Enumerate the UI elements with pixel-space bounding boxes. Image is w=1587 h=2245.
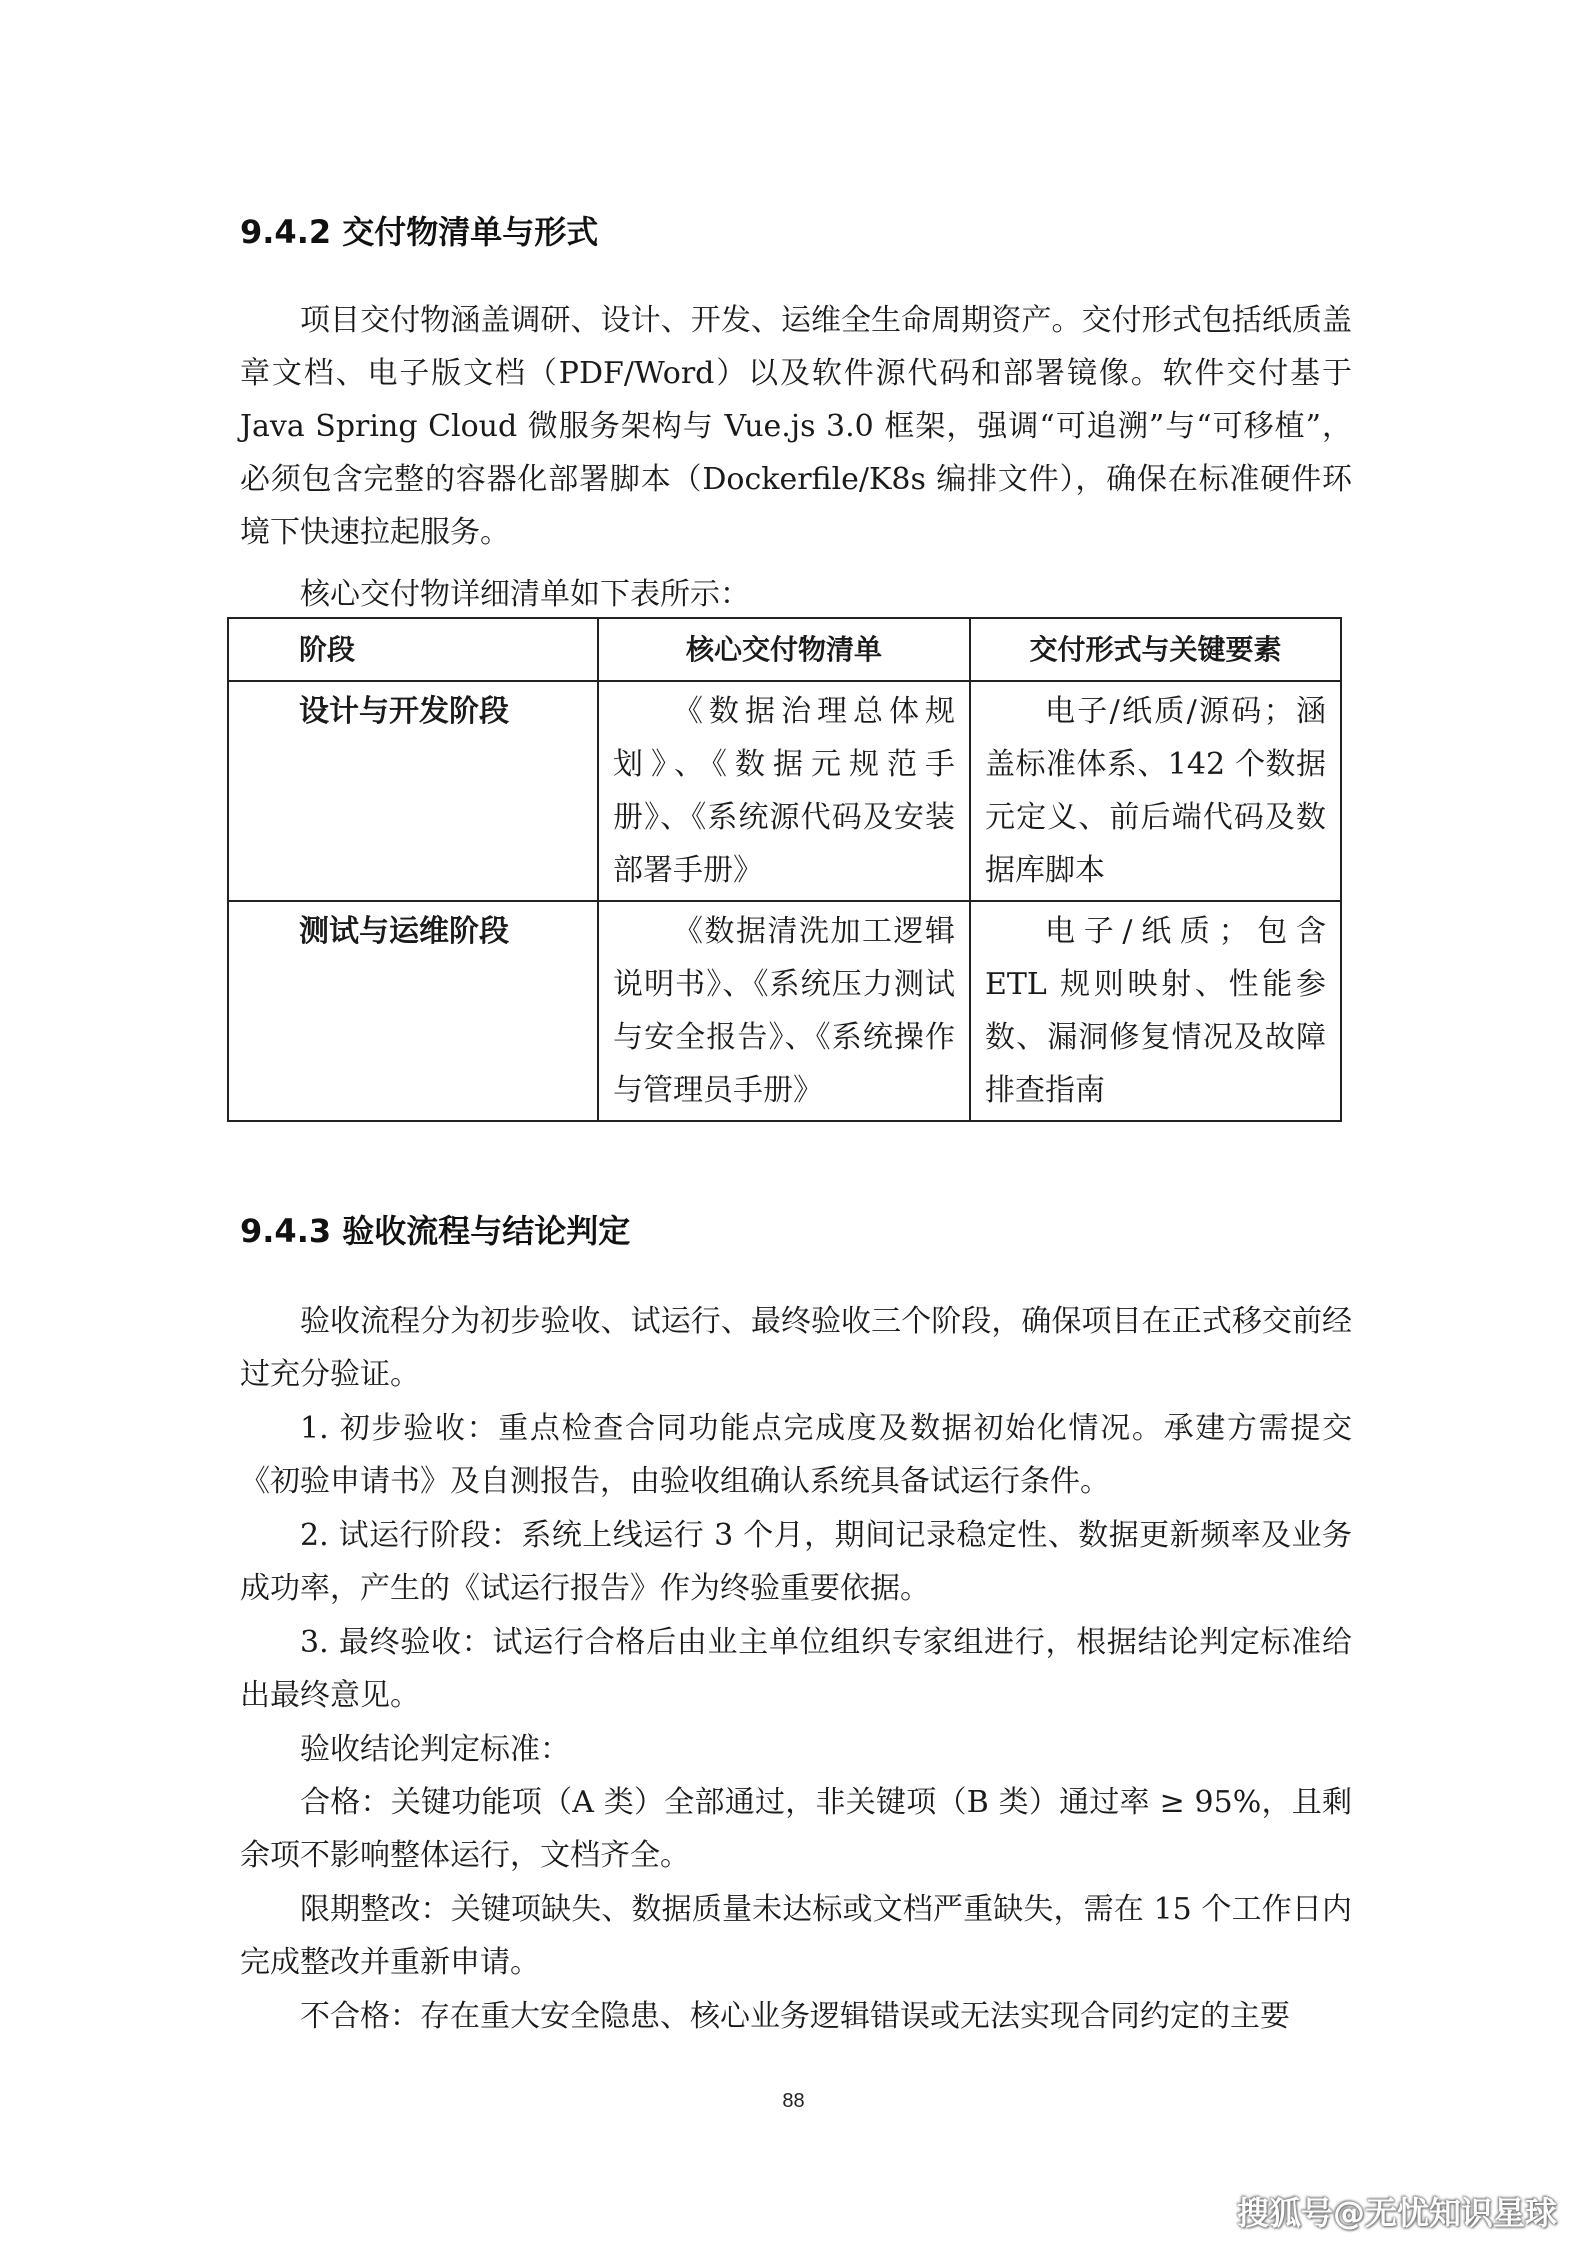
paragraph-pass: 合格：关键功能项（A 类）全部通过，非关键项（B 类）通过率 ≥ 95%，且剩余项不影响整体运行，文档齐全。 (240, 1785, 1352, 1873)
page-number: 88 (782, 2090, 805, 2112)
section-heading-9-4-2: 9.4.2 交付物清单与形式 (240, 213, 599, 251)
table-row (228, 901, 1341, 1121)
paragraph-fail: 不合格：存在重大安全隐患、核心业务逻辑错误或无法实现合同约定的主要 (300, 1999, 1290, 2034)
cell-stage: 测试与运维阶段 (228, 901, 598, 1121)
paragraph-step-2: 2. 试运行阶段：系统上线运行 3 个月，期间记录稳定性、数据更新频率及业务成功率，产生的《试运行报告》作为终验重要依据。 (240, 1518, 1352, 1606)
table-row (228, 681, 1341, 901)
paragraph-step-3: 3. 最终验收：试运行合格后由业主单位组织专家组进行，根据结论判定标准给出最终意见。 (240, 1625, 1352, 1713)
deliverables-table (227, 617, 1342, 1122)
paragraph-step-1: 1. 初步验收：重点检查合同功能点完成度及数据初始化情况。承建方需提交《初验申请书》及自测报告，由验收组确认系统具备试运行条件。 (240, 1411, 1352, 1499)
header-deliverables: 核心交付物清单 (598, 618, 970, 681)
cell-deliverables: 《数据清洗加工逻辑说明书》、《系统压力测试与安全报告》、《系统操作与管理员手册》 (598, 901, 970, 1121)
table-caption: 核心交付物详细清单如下表所示： (300, 577, 750, 612)
paragraph-criteria-title: 验收结论判定标准： (300, 1732, 570, 1767)
paragraph-acceptance-intro: 验收流程分为初步验收、试运行、最终验收三个阶段，确保项目在正式移交前经过充分验证。 (240, 1304, 1352, 1392)
section-heading-9-4-3: 9.4.3 验收流程与结论判定 (240, 1212, 631, 1250)
paragraph-rectify: 限期整改：关键项缺失、数据质量未达标或文档严重缺失，需在 15 个工作日内完成整改并重新申请。 (240, 1892, 1352, 1980)
cell-form: 电子/纸质；包含 ETL 规则映射、性能参数、漏洞修复情况及故障排查指南 (970, 901, 1341, 1121)
table-header-row (228, 618, 1341, 681)
watermark: 搜狐号@无忧知识星球 (1236, 2194, 1557, 2232)
cell-deliverables: 《数据治理总体规划》、《数据元规范手册》、《系统源代码及安装部署手册》 (598, 681, 970, 901)
cell-stage: 设计与开发阶段 (228, 681, 598, 901)
paragraph-deliverables-intro: 项目交付物涵盖调研、设计、开发、运维全生命周期资产。交付形式包括纸质盖章文档、电子版文档（PDF/Word）以及软件源代码和部署镜像。软件交付基于 Java Spring Cloud 微服务架构与 Vue.js 3.0 框架，强调“可追溯”与“可移植”，必须包含完整的容器化部署脚本（Dockerfile/K8s 编排文件），确保在标准硬件环境下快速拉起服务。 (240, 303, 1352, 550)
header-stage: 阶段 (228, 618, 598, 681)
header-form: 交付形式与关键要素 (970, 618, 1341, 681)
cell-form: 电子/纸质/源码；涵盖标准体系、142 个数据元定义、前后端代码及数据库脚本 (970, 681, 1341, 901)
